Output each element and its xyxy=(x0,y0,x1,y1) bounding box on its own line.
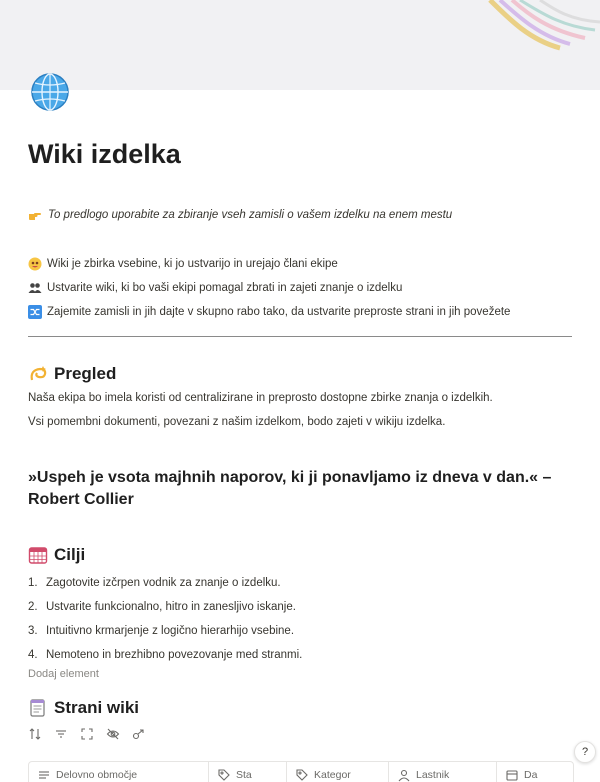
intro-line[interactable] xyxy=(28,281,402,295)
intro-line[interactable] xyxy=(28,305,510,319)
expand-icon[interactable] xyxy=(80,727,94,741)
calendar-grid-icon xyxy=(28,545,48,565)
page-title[interactable]: Wiki izdelka xyxy=(28,139,181,169)
list-item-text: Nemoteno in brezhibno povezovanje med stranmi. xyxy=(46,649,303,661)
callout-text: To predlogo uporabite za zbiranje vseh zamisli o vašem izdelku na enem mestu xyxy=(48,209,453,221)
overview-heading[interactable] xyxy=(28,363,116,385)
column-header[interactable] xyxy=(497,762,571,782)
text-lines-icon xyxy=(37,768,51,782)
wiki-heading-text: Strani wiki xyxy=(54,698,140,717)
column-label: Kategor xyxy=(314,769,351,781)
overview-paragraph[interactable]: Vsi pomembni dokumenti, povezani z našim izdelkom, bodo zajeti v wikiju izdelka. xyxy=(28,416,446,428)
list-item-text: Zagotovite izčrpen vodnik za znanje o izdelku. xyxy=(46,577,281,589)
callout[interactable] xyxy=(28,208,452,222)
list-item[interactable] xyxy=(28,619,572,643)
table-header xyxy=(28,761,574,782)
column-label: Sta xyxy=(236,769,252,781)
tag-icon xyxy=(217,768,231,782)
document-icon xyxy=(28,698,48,718)
list-number: 1. xyxy=(28,577,38,589)
goals-list xyxy=(28,571,572,667)
list-item-text: Ustvarite funkcionalno, hitro in zanesljivo iskanje. xyxy=(46,601,296,613)
filter-icon[interactable] xyxy=(54,727,68,741)
column-label: Da xyxy=(524,769,538,781)
pointing-hand-icon xyxy=(28,208,42,222)
cover-ribbon-art xyxy=(0,0,600,90)
help-button[interactable]: ? xyxy=(574,741,596,763)
column-label: Delovno območje xyxy=(56,769,138,781)
globe-icon[interactable] xyxy=(28,70,72,114)
divider xyxy=(28,336,572,337)
intro-text: Wiki je zbirka vsebine, ki jo ustvarijo in urejajo člani ekipe xyxy=(47,258,338,270)
list-number: 4. xyxy=(28,649,38,661)
intro-text: Ustvarite wiki, ki bo vaši ekipi pomagal zbrati in zajeti znanje o izdelku xyxy=(47,282,403,294)
column-header[interactable] xyxy=(29,762,209,782)
overview-heading-text: Pregled xyxy=(54,364,117,383)
list-item[interactable] xyxy=(28,595,572,619)
column-header[interactable] xyxy=(209,762,287,782)
hide-icon[interactable] xyxy=(106,727,120,741)
shuffle-icon xyxy=(28,305,42,319)
wiki-heading[interactable] xyxy=(28,697,139,719)
list-number: 3. xyxy=(28,625,38,637)
goals-heading[interactable] xyxy=(28,544,85,566)
column-header[interactable] xyxy=(389,762,497,782)
dizzy-icon xyxy=(28,364,48,384)
list-item[interactable] xyxy=(28,571,572,595)
intro-text: Zajemite zamisli in jih dajte v skupno rabo tako, da ustvarite preproste strani in jih povežete xyxy=(47,306,511,318)
person-icon xyxy=(397,768,411,782)
list-number: 2. xyxy=(28,601,38,613)
goals-heading-text: Cilji xyxy=(54,545,86,564)
cover-image[interactable] xyxy=(0,0,600,90)
tag-icon xyxy=(295,768,309,782)
column-label: Lastnik xyxy=(416,769,450,781)
list-item-text: Intuitivno krmarjenje z logično hierarhijo vsebine. xyxy=(46,625,295,637)
quote-block[interactable]: »Uspeh je vsota majhnih naporov, ki ji ponavljamo iz dneva v dan.« – Robert Collier xyxy=(28,469,552,508)
column-header[interactable] xyxy=(287,762,389,782)
intro-line[interactable] xyxy=(28,257,338,271)
smiling-face-icon xyxy=(28,257,42,271)
list-item[interactable] xyxy=(28,643,572,667)
overview-paragraph[interactable]: Naša ekipa bo imela koristi od centralizirane in preprosto dostopne zbirke znanja o izdelkih. xyxy=(28,392,493,404)
share-icon[interactable] xyxy=(132,727,146,741)
sort-icon[interactable] xyxy=(28,727,42,741)
database-toolbar xyxy=(28,727,146,741)
people-icon xyxy=(28,281,42,295)
add-item-button[interactable]: Dodaj element xyxy=(28,668,99,680)
calendar-icon xyxy=(505,768,519,782)
